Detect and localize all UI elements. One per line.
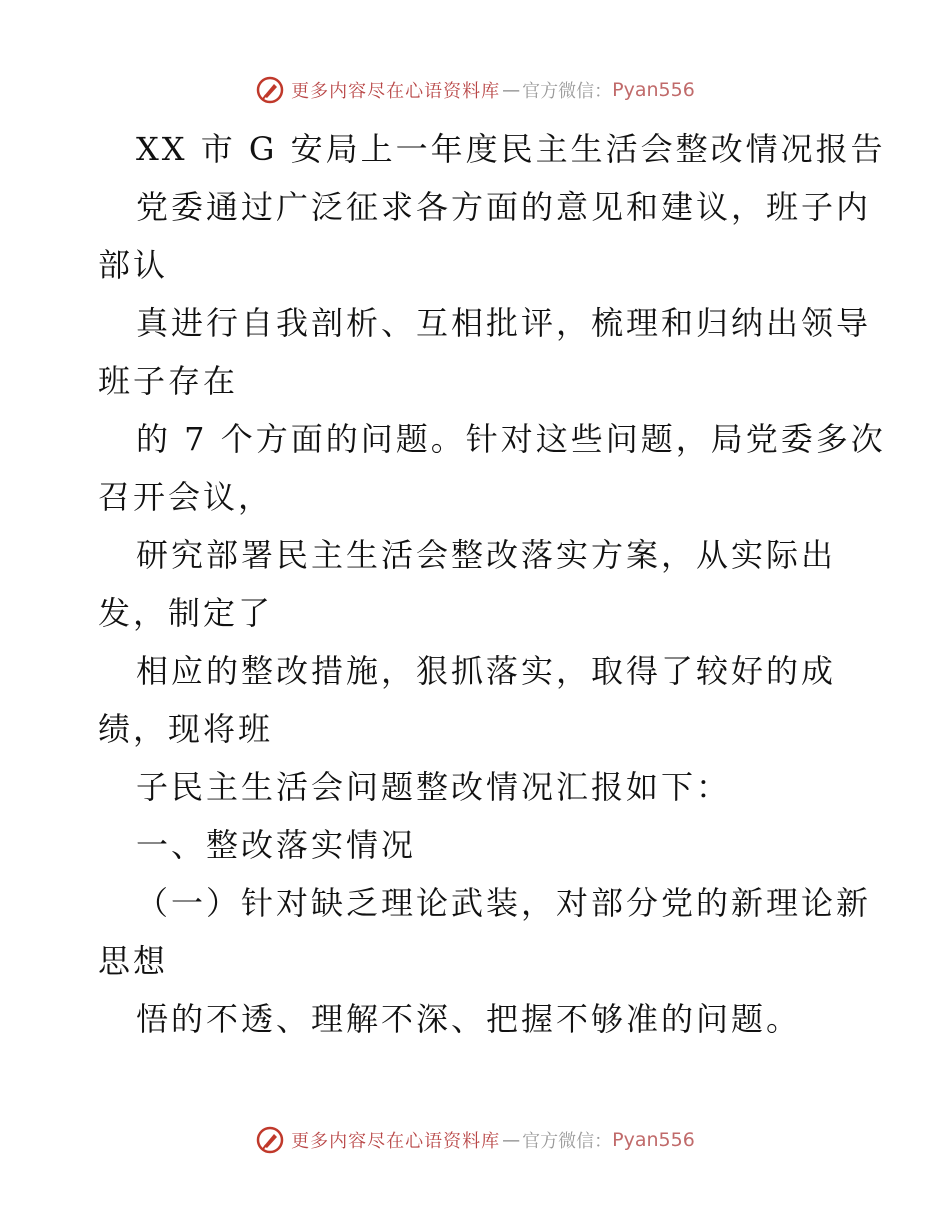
paragraph-line: 悟的不透、理解不深、把握不够准的问题。 bbox=[136, 1000, 802, 1038]
section-heading: 一、整改落实情况 bbox=[136, 826, 417, 864]
paragraph-line: 发，制定了 bbox=[98, 594, 274, 632]
footer-wechat-label: 官方微信： bbox=[522, 1131, 613, 1152]
paragraph-line: 班子存在 bbox=[98, 362, 239, 400]
document-title: XX 市 G 安局上一年度民主生活会整改情况报告 bbox=[136, 130, 886, 168]
header-banner bbox=[0, 70, 950, 110]
header-wechat-id: Pyan556 bbox=[612, 79, 695, 101]
footer-banner-text: 更多内容尽在心语资料库 bbox=[291, 1131, 501, 1152]
header-wechat-label: 官方微信： bbox=[522, 81, 613, 102]
paragraph-line: 召开会议， bbox=[98, 478, 274, 516]
paragraph-line: 真进行自我剖析、互相批评，梳理和归纳出领导 bbox=[136, 304, 872, 342]
footer-banner bbox=[0, 1120, 950, 1160]
paragraph-line: 子民主生活会问题整改情况汇报如下： bbox=[136, 768, 732, 806]
paragraph-line: 相应的整改措施，狠抓落实，取得了较好的成 bbox=[136, 652, 837, 690]
pen-logo-icon bbox=[255, 75, 285, 105]
header-banner-text: 更多内容尽在心语资料库 bbox=[291, 81, 501, 102]
pen-logo-icon bbox=[255, 1125, 285, 1155]
paragraph-line: 部认 bbox=[98, 246, 169, 284]
paragraph-line: 的 7 个方面的问题。针对这些问题，局党委多次 bbox=[136, 420, 886, 458]
paragraph-line: 思想 bbox=[98, 942, 169, 980]
header-banner-separator: — bbox=[502, 79, 521, 101]
paragraph-line: 研究部署民主生活会整改落实方案，从实际出 bbox=[136, 536, 837, 574]
subsection-heading: （一）针对缺乏理论武装，对部分党的新理论新 bbox=[136, 884, 872, 922]
footer-banner-separator: — bbox=[502, 1129, 521, 1151]
paragraph-line: 党委通过广泛征求各方面的意见和建议，班子内 bbox=[136, 188, 872, 226]
paragraph-line: 绩，现将班 bbox=[98, 710, 274, 748]
document-body bbox=[98, 120, 886, 1048]
footer-wechat-id: Pyan556 bbox=[612, 1129, 695, 1151]
